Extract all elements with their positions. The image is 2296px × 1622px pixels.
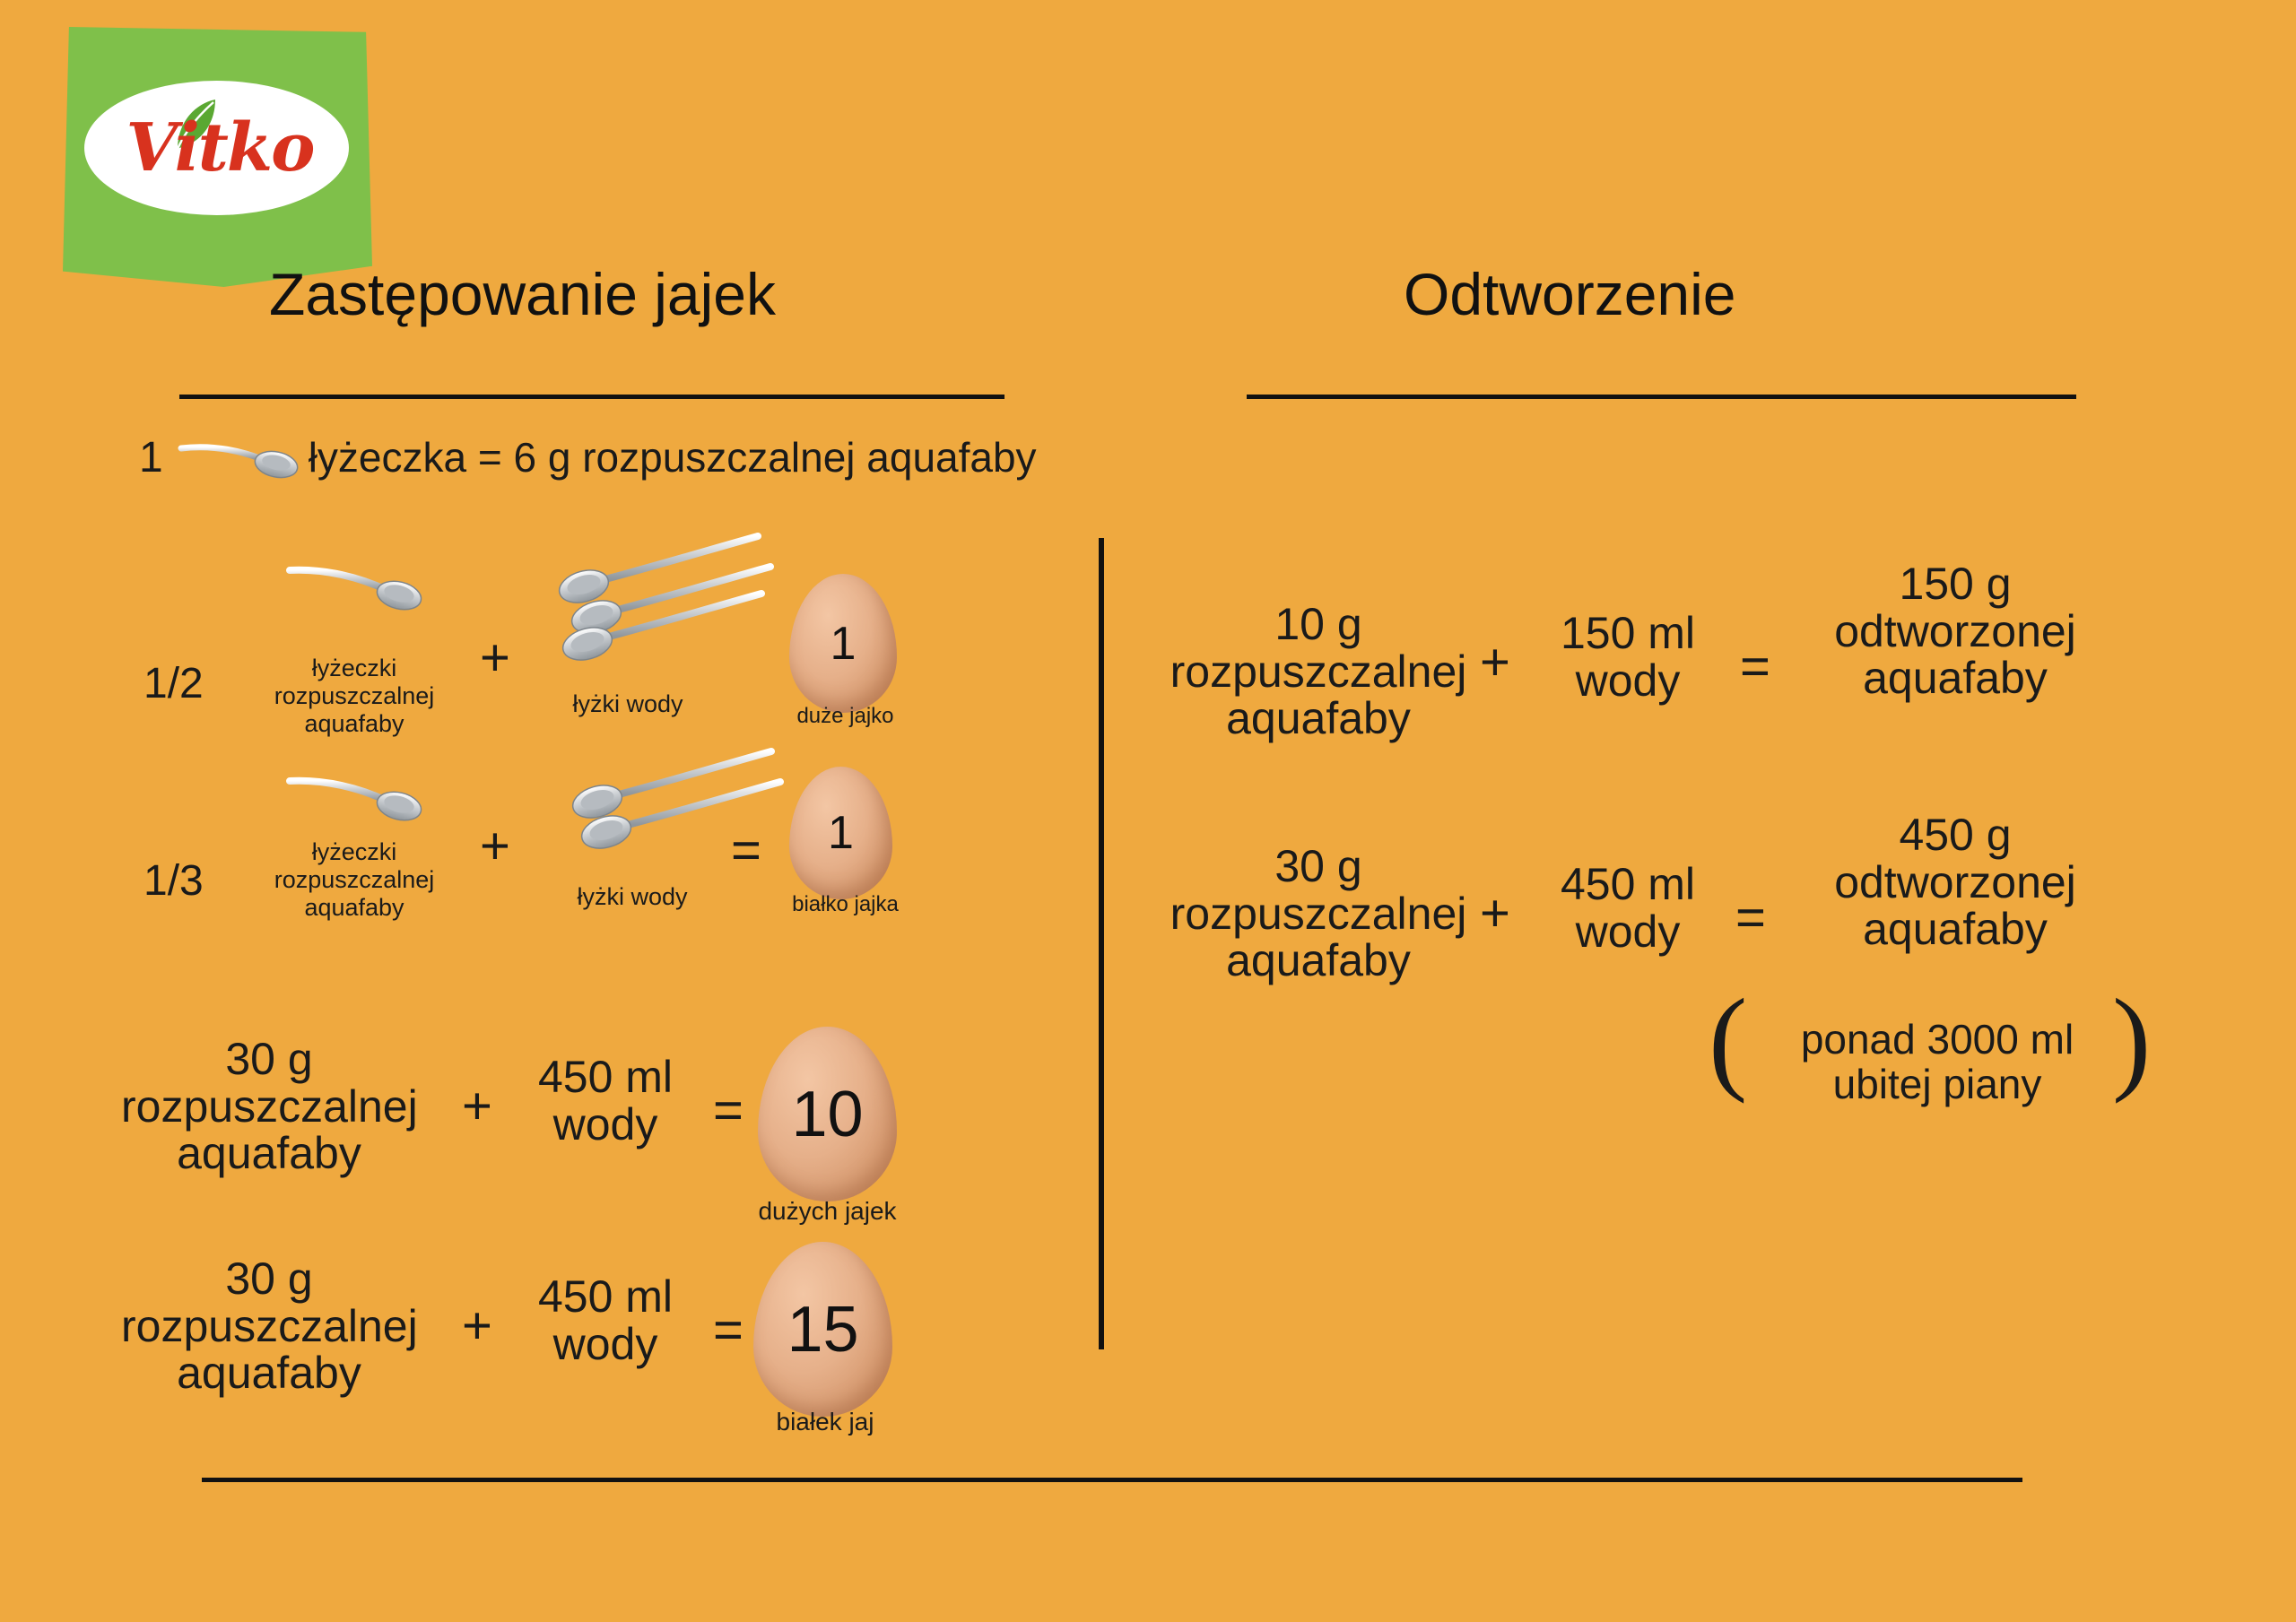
row2-plus: + (480, 817, 510, 875)
row2-ingredient-line-1: łyżeczki (311, 838, 397, 865)
note-open-paren: ( (1709, 976, 1748, 1105)
right-row2-amount-line-2: aquafaby (1226, 935, 1411, 985)
row1-ingredient-line-1: łyżeczki (311, 655, 397, 681)
row3-equals: = (713, 1081, 744, 1140)
row3-amount-line-2: aquafaby (177, 1128, 361, 1178)
right-row1-amount-value: 10 g (1274, 599, 1362, 649)
divider-right (1247, 395, 2076, 399)
note-line-2: ubitej piany (1832, 1060, 2042, 1107)
row3-amount (121, 1036, 417, 1177)
divider-vertical (1099, 538, 1104, 1349)
row4-egg-caption: białek jaj (776, 1408, 874, 1436)
right-row1-water (1534, 610, 1722, 704)
right-row1-amount-line-1: rozpuszczalnej (1170, 646, 1467, 697)
row1-plus: + (480, 629, 510, 687)
row3-water (516, 1054, 695, 1148)
row3-amount-line-1: rozpuszczalnej (121, 1080, 418, 1132)
row4-amount-line-1: rozpuszczalnej (121, 1300, 418, 1351)
row4-amount-line-2: aquafaby (177, 1348, 361, 1398)
right-row2-result-line-1: 450 g (1899, 810, 2012, 860)
row3-plus: + (462, 1077, 492, 1135)
row4-amount (121, 1255, 417, 1397)
egg-large-2 (789, 767, 892, 899)
row4-water (516, 1273, 695, 1367)
row2-water-label: łyżki wody (577, 883, 688, 910)
egg-value: 15 (787, 1293, 859, 1366)
logo-wordmark: Vitko (126, 109, 314, 186)
row2-ingredient-line-2: rozpuszczalnej (274, 866, 435, 894)
right-row2-amount-value: 30 g (1274, 841, 1362, 891)
row4-water-line-1: 450 ml (537, 1271, 674, 1322)
right-row1-result-line-1: 150 g (1899, 559, 2012, 609)
right-row2-water (1534, 861, 1722, 955)
egg-value: 1 (828, 807, 854, 859)
divider-left (179, 395, 1004, 399)
right-row1-equals: = (1740, 638, 1770, 696)
egg-large-4 (753, 1242, 892, 1417)
row3-egg-caption: dużych jajek (758, 1197, 897, 1225)
row4-amount-value: 30 g (225, 1253, 313, 1304)
note-close-paren: ) (2112, 976, 2152, 1105)
right-row1-water-line-1: 150 ml (1560, 608, 1696, 658)
teaspoon-icon (283, 556, 426, 619)
row1-fraction: 1/2 (144, 660, 204, 707)
right-row2-plus: + (1480, 884, 1510, 942)
row3-amount-value: 30 g (225, 1034, 313, 1084)
row1-egg-caption: duże jajko (796, 704, 894, 728)
right-row2-result-line-3: aquafaby (1863, 904, 2048, 954)
right-row1-result-line-2: odtworzonej (1834, 605, 2076, 656)
right-row2-result (1785, 811, 2126, 953)
lead-line (139, 430, 1037, 484)
brand-logo (63, 27, 372, 287)
right-row1-result-line-3: aquafaby (1863, 653, 2048, 703)
egg-large-1 (789, 574, 897, 713)
egg-large-3 (758, 1027, 897, 1201)
teaspoon-icon (176, 430, 301, 484)
row1-ingredient-line-3: aquafaby (304, 710, 404, 738)
row1-water-label: łyżki wody (572, 690, 683, 717)
row1-ingredient-label (247, 655, 462, 738)
right-row1-result (1785, 560, 2126, 702)
three-spoons-icon (534, 529, 785, 672)
egg-value: 10 (791, 1078, 864, 1150)
note-line-1: ponad 3000 ml (1800, 1016, 2074, 1063)
right-row2-water-line-2: wody (1575, 906, 1681, 957)
row2-fraction: 1/3 (144, 857, 204, 905)
lead-text: łyżeczka = 6 g rozpuszczalnej aquafaby (308, 434, 1037, 481)
egg-value: 1 (830, 617, 857, 670)
right-row2-result-line-2: odtworzonej (1834, 856, 2076, 907)
row4-equals: = (713, 1301, 744, 1359)
right-row2-equals: = (1735, 889, 1766, 947)
row2-equals: = (731, 821, 761, 880)
row2-egg-caption: białko jajka (792, 892, 899, 916)
row3-water-line-1: 450 ml (537, 1052, 674, 1102)
row2-ingredient-label (247, 838, 462, 922)
row3-water-line-2: wody (552, 1098, 658, 1149)
right-row2-water-line-1: 450 ml (1560, 859, 1696, 909)
row4-plus: + (462, 1297, 492, 1355)
right-row1-water-line-2: wody (1575, 655, 1681, 706)
right-row2-amount (1166, 843, 1471, 984)
right-row2-amount-line-1: rozpuszczalnej (1170, 888, 1467, 939)
right-row1-amount (1166, 601, 1471, 742)
lead-count: 1 (139, 433, 163, 481)
row4-water-line-2: wody (552, 1318, 658, 1369)
right-row1-amount-line-2: aquafaby (1226, 693, 1411, 743)
page-title-right: Odtworzenie (1404, 261, 1736, 327)
note-text (1753, 1018, 2121, 1106)
right-row1-plus: + (1480, 633, 1510, 691)
row1-ingredient-line-2: rozpuszczalnej (274, 682, 435, 710)
divider-bottom (202, 1478, 2022, 1482)
teaspoon-icon (283, 767, 426, 829)
row2-ingredient-line-3: aquafaby (304, 894, 404, 922)
page-title-left: Zastępowanie jajek (269, 261, 776, 327)
